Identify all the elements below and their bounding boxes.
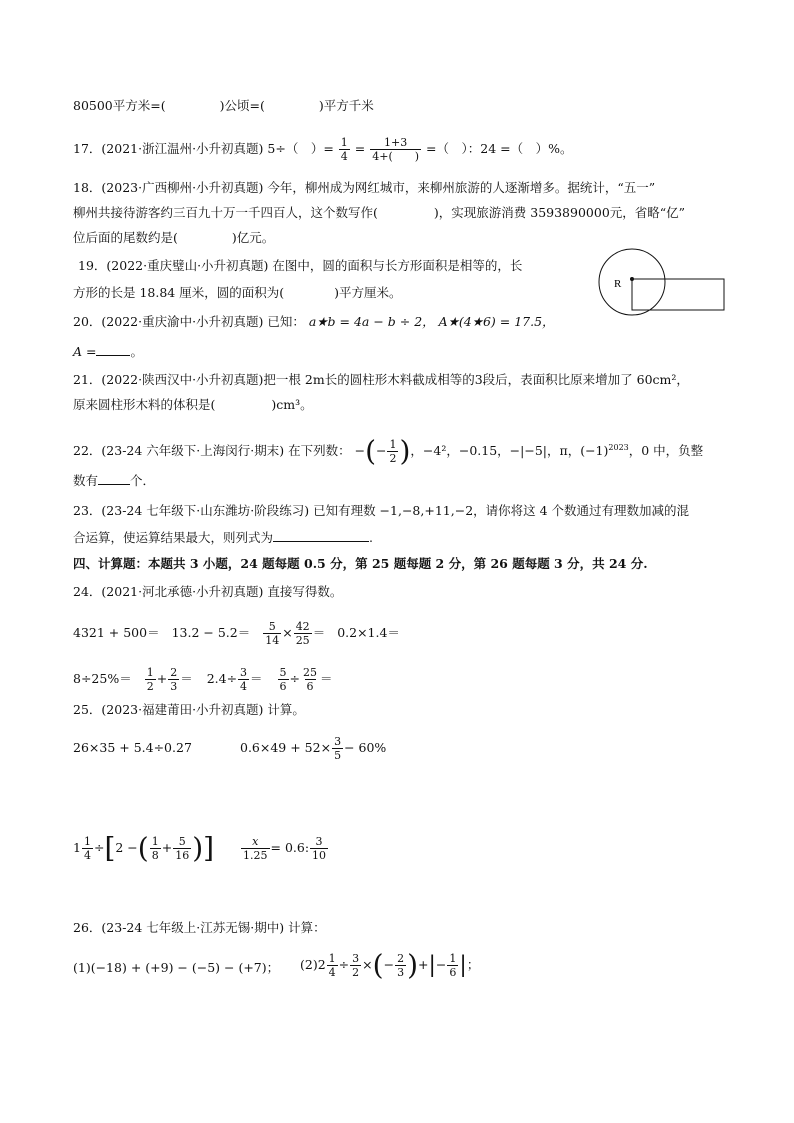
question-19-line-1: 19．(2022·重庆璧山·小升初真题) 在图中，圆的面积与长方形面积是相等的，长 bbox=[78, 258, 523, 273]
question-17: 17．(2021·浙江温州·小升初真题) 5÷（ ）= $\frac{1}{4}$ = $\frac{1+3}{4+( )}$ =（ ）：24 =（ ）%。 bbox=[73, 136, 573, 163]
question-26-heading: 26．(23-24 七年级上·江苏无锡·期中) 计算： bbox=[73, 920, 326, 935]
question-22-line-2: 数有 个． bbox=[73, 473, 156, 488]
question-24-row-2: 8÷25%＝ $\frac{1}{2}$ + $\frac{2}{3}$ ＝ 2.4÷ $\frac{3}{4}$ ＝ $\frac{5}{6}$ ÷ $\frac{25}{6}$ ＝ bbox=[73, 666, 333, 693]
question-20-line-1: 20．(2022·重庆渝中·小升初真题) 已知： a★b = 4a − b ÷ 2， A★(4★6) = 17.5， bbox=[73, 314, 555, 329]
question-25-expr-2: 0.6×49 + 52× $\frac{3}{5}$ − 60% bbox=[240, 735, 387, 762]
question-26-part-1: (1)(−18) + (+9) − (−5) − (+7)； bbox=[73, 960, 280, 975]
question-23-line-2: 合运算，使运算结果最大，则列式为 . bbox=[73, 530, 373, 545]
question-24-row-1: 4321 + 500＝ 13.2 − 5.2＝ $\frac{5}{14}$ × $\frac{42}{25}$ ＝ 0.2×1.4＝ bbox=[73, 620, 400, 647]
question-23-line-1: 23．(23-24 七年级下·山东潍坊·阶段练习) 已知有理数 −1,−8,+11,−2，请你将这 4 个数通过有理数加减的混 bbox=[73, 503, 690, 518]
question-16-line: 80500平方米=( )公顷=( )平方千米 bbox=[73, 98, 374, 113]
radius-label: R bbox=[614, 278, 622, 290]
question-18-line-2: 柳州共接待游客约三百九十万一千四百人，这个数写作( )，实现旅游消费 3593890000元，省略“亿” bbox=[73, 205, 686, 220]
question-22-line-1: 22．(23-24 六年级下·上海闵行·期末) 在下列数： −(− $\frac{1}{2}$ )，−4²，−0.15，−|−5|，π，$(-1)^{2023}$，0 中，负整 bbox=[73, 434, 704, 468]
question-24-heading: 24．(2021·河北承德·小升初真题) 直接写得数。 bbox=[73, 584, 343, 599]
question-25-heading: 25．(2023·福建莆田·小升初真题) 计算。 bbox=[73, 702, 305, 717]
question-19-line-2: 方形的长是 18.84 厘米，圆的面积为( )平方厘米。 bbox=[73, 285, 402, 300]
question-25-expr-3: 1 $\frac{1}{4}$ ÷[2 −( $\frac{1}{8}$ + $\frac{5}{16}$ )] bbox=[73, 831, 215, 865]
circle-rectangle-figure bbox=[594, 246, 730, 318]
question-21-line-2: 原来圆柱形木料的体积是( )cm³。 bbox=[73, 397, 313, 412]
question-18-line-1: 18．(2023·广西柳州·小升初真题) 今年，柳州成为网红城市，来柳州旅游的人逐渐增多。据统计，“五一” bbox=[73, 180, 656, 195]
section-4-heading: 四、计算题：本题共 3 小题，24 题每题 0.5 分，第 25 题每题 2 分，第 26 题每题 3 分，共 24 分. bbox=[73, 556, 648, 571]
question-25-expr-1: 26×35 + 5.4÷0.27 bbox=[73, 740, 192, 755]
fraction-expression: $\frac{1+3}{4+( )}$ bbox=[372, 136, 420, 163]
question-18-line-3: 位后面的尾数约是( )亿元。 bbox=[73, 230, 275, 245]
fraction-1-4: $\frac{1}{4}$ bbox=[340, 136, 348, 163]
question-26-part-2: (2)2 $\frac{1}{4}$ ÷ $\frac{3}{2}$ ×(− $\frac{2}{3}$ )+|− $\frac{1}{6}$ |； bbox=[300, 948, 480, 982]
question-21-line-1: 21．(2022·陕西汉中·小升初真题)把一根 2m长的圆柱形木料截成相等的3段后，表面积比原来增加了 60cm²， bbox=[73, 372, 689, 387]
question-20-line-2: A = 。 bbox=[73, 344, 143, 359]
question-25-expr-4: $\frac{x}{1.25}$ = 0.6: $\frac{3}{10}$ bbox=[243, 835, 327, 862]
fraction-1-2: $\frac{1}{2}$ bbox=[389, 438, 397, 465]
